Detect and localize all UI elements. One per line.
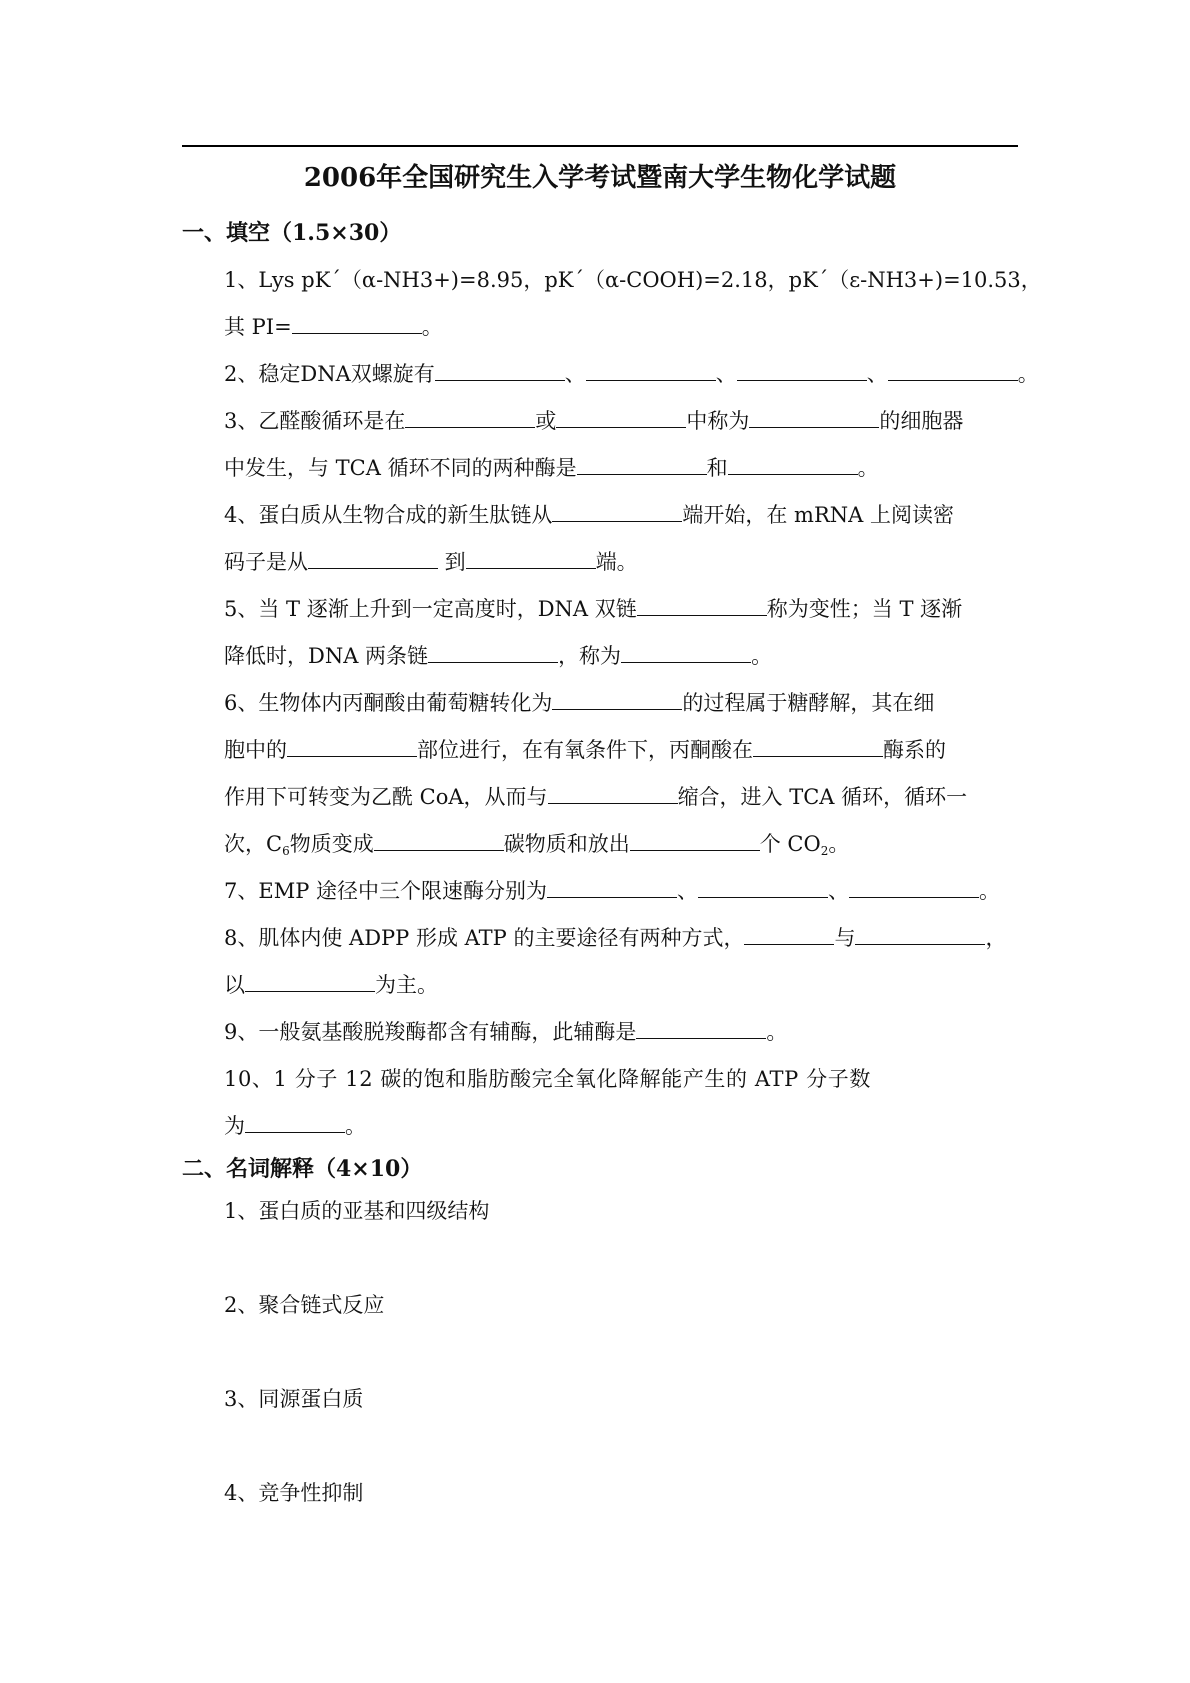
question-5-text: 称为变性；当 T 逐渐 (766, 597, 963, 621)
question-3-text: 和 (706, 456, 728, 480)
question-10-line-1: 10、1 分子 12 碳的饱和脂肪酸完全氧化降解能产生的 ATP 分子数 (224, 1067, 871, 1091)
question-5-line-2 (224, 633, 1018, 680)
answer-blank[interactable] (552, 687, 682, 710)
question-4-text: 端开始，在 mRNA 上阅读密 (682, 503, 954, 527)
question-5-text: ，称为 (558, 644, 622, 668)
answer-blank[interactable] (737, 358, 867, 381)
question-10-end: 。 (345, 1114, 366, 1138)
question-3-text: 或 (535, 409, 557, 433)
answer-blank[interactable] (753, 734, 883, 757)
question-1-line-1: 1、Lys pK´（α-NH3+)=8.95，pK´（α-COOH)=2.18，pK´（ε-NH3+)=10.53， (224, 268, 1042, 292)
question-5-end: 。 (751, 644, 773, 668)
question-8-text: ， (985, 926, 1007, 950)
answer-blank[interactable] (636, 1016, 766, 1039)
question-6-text: 碳物质和放出 (503, 832, 630, 856)
question-9-text: 9、一般氨基酸脱羧酶都含有辅酶，此辅酶是 (224, 1020, 637, 1044)
answer-blank[interactable] (548, 781, 678, 804)
question-6-text: 物质变成 (289, 832, 374, 856)
answer-blank[interactable] (728, 452, 858, 475)
question-1-end: 。 (421, 315, 443, 339)
question-6-text: 个 CO (759, 832, 821, 856)
question-3-end: 。 (857, 456, 879, 480)
question-6-text: 缩合，进入 TCA 循环，循环一 (677, 785, 968, 809)
question-8-line-1 (224, 915, 1018, 962)
question-9-end: 。 (766, 1020, 788, 1044)
subscript: 6 (282, 844, 290, 858)
term-item: 3、同源蛋白质 (224, 1387, 364, 1411)
question-4-end: 端。 (595, 550, 638, 574)
answer-blank[interactable] (292, 311, 422, 334)
question-4-line-1 (224, 492, 1018, 539)
answer-blank[interactable] (888, 358, 1018, 381)
answer-blank[interactable] (577, 452, 707, 475)
question-10-line-2 (224, 1103, 1018, 1150)
question-3-text: 中发生，与 TCA 循环不同的两种酶是 (224, 456, 577, 480)
section-terms-heading: 二、名词解释（4×10） (182, 1156, 423, 1182)
answer-blank[interactable] (435, 358, 565, 381)
answer-blank[interactable] (621, 640, 751, 663)
question-10-text: 为 (224, 1114, 245, 1138)
answer-blank[interactable] (245, 969, 375, 992)
answer-blank[interactable] (374, 828, 504, 851)
question-8-line-2 (224, 962, 1018, 1009)
section-fill-in-heading: 一、填空（1.5×30） (182, 220, 402, 246)
question-2-end: 。 (1017, 362, 1039, 386)
answer-blank[interactable] (855, 922, 985, 945)
answer-blank[interactable] (552, 499, 682, 522)
question-7-end: 。 (979, 879, 1000, 903)
answer-blank[interactable] (245, 1110, 345, 1133)
question-5-text: 降低时，DNA 两条链 (224, 644, 429, 668)
question-1-line-2 (224, 304, 1018, 351)
subscript: 2 (820, 844, 829, 858)
separator: 、 (564, 362, 586, 386)
question-3-text: 中称为 (686, 409, 750, 433)
separator: 、 (677, 879, 698, 903)
separator: 、 (866, 362, 888, 386)
question-4-line-2 (224, 539, 1018, 586)
question-8-end: 为主。 (375, 973, 438, 997)
answer-blank[interactable] (547, 875, 677, 898)
question-6-line-4 (224, 821, 1018, 868)
term-item: 1、蛋白质的亚基和四级结构 (224, 1199, 490, 1223)
question-5-text: 5、当 T 逐渐上升到一定高度时，DNA 双链 (224, 597, 637, 621)
question-2 (224, 351, 1039, 398)
question-7-text: 7、EMP 途径中三个限速酶分别为 (224, 879, 547, 903)
answer-blank[interactable] (749, 405, 879, 428)
term-item: 2、聚合链式反应 (224, 1293, 385, 1317)
answer-blank[interactable] (428, 640, 558, 663)
question-6-text: 次，C (224, 832, 283, 856)
question-6-text: 部位进行，在有氧条件下，丙酮酸在 (417, 738, 753, 762)
question-6-text: 酶系的 (883, 738, 946, 762)
answer-blank[interactable] (287, 734, 417, 757)
question-6-text: 6、生物体内丙酮酸由葡萄糖转化为 (224, 691, 553, 715)
question-6-text: 的过程属于糖酵解，其在细 (682, 691, 935, 715)
question-3-text: 3、乙醛酸循环是在 (224, 409, 406, 433)
question-8-text: 以 (224, 973, 245, 997)
question-2-text: 2、稳定DNA双螺旋有 (224, 362, 435, 386)
question-1-text: 其 PI= (224, 315, 292, 339)
answer-blank[interactable] (744, 922, 834, 945)
question-8-text: 8、肌体内使 ADPP 形成 ATP 的主要途径有两种方式， (224, 926, 745, 950)
question-6-text: 作用下可转变为乙酰 CoA，从而与 (224, 785, 548, 809)
answer-blank[interactable] (556, 405, 686, 428)
answer-blank[interactable] (308, 546, 438, 569)
question-6-line-3 (224, 774, 1018, 821)
page-title: 2006年全国研究生入学考试暨南大学生物化学试题 (303, 163, 897, 193)
question-8-text: 与 (834, 926, 856, 950)
question-7 (224, 868, 1018, 915)
answer-blank[interactable] (586, 358, 716, 381)
question-3-line-2 (224, 445, 1018, 492)
question-9 (224, 1009, 1018, 1056)
question-4-text: 到 (438, 550, 466, 574)
question-6-line-2 (224, 727, 1018, 774)
term-item: 4、竞争性抑制 (224, 1481, 364, 1505)
question-6-text: 胞中的 (224, 738, 287, 762)
question-6-end: 。 (828, 832, 850, 856)
answer-blank[interactable] (698, 875, 828, 898)
question-3-line-1 (224, 398, 1018, 445)
separator: 、 (715, 362, 737, 386)
answer-blank[interactable] (405, 405, 535, 428)
answer-blank[interactable] (466, 546, 596, 569)
header-rule (182, 145, 1018, 147)
question-4-text: 码子是从 (224, 550, 308, 574)
question-4-text: 4、蛋白质从生物合成的新生肽链从 (224, 503, 553, 527)
separator: 、 (828, 879, 849, 903)
answer-blank[interactable] (630, 828, 760, 851)
question-3-text: 的细胞器 (879, 409, 964, 433)
answer-blank[interactable] (849, 875, 979, 898)
question-6-line-1 (224, 680, 1018, 727)
question-5-line-1 (224, 586, 1018, 633)
answer-blank[interactable] (637, 593, 767, 616)
